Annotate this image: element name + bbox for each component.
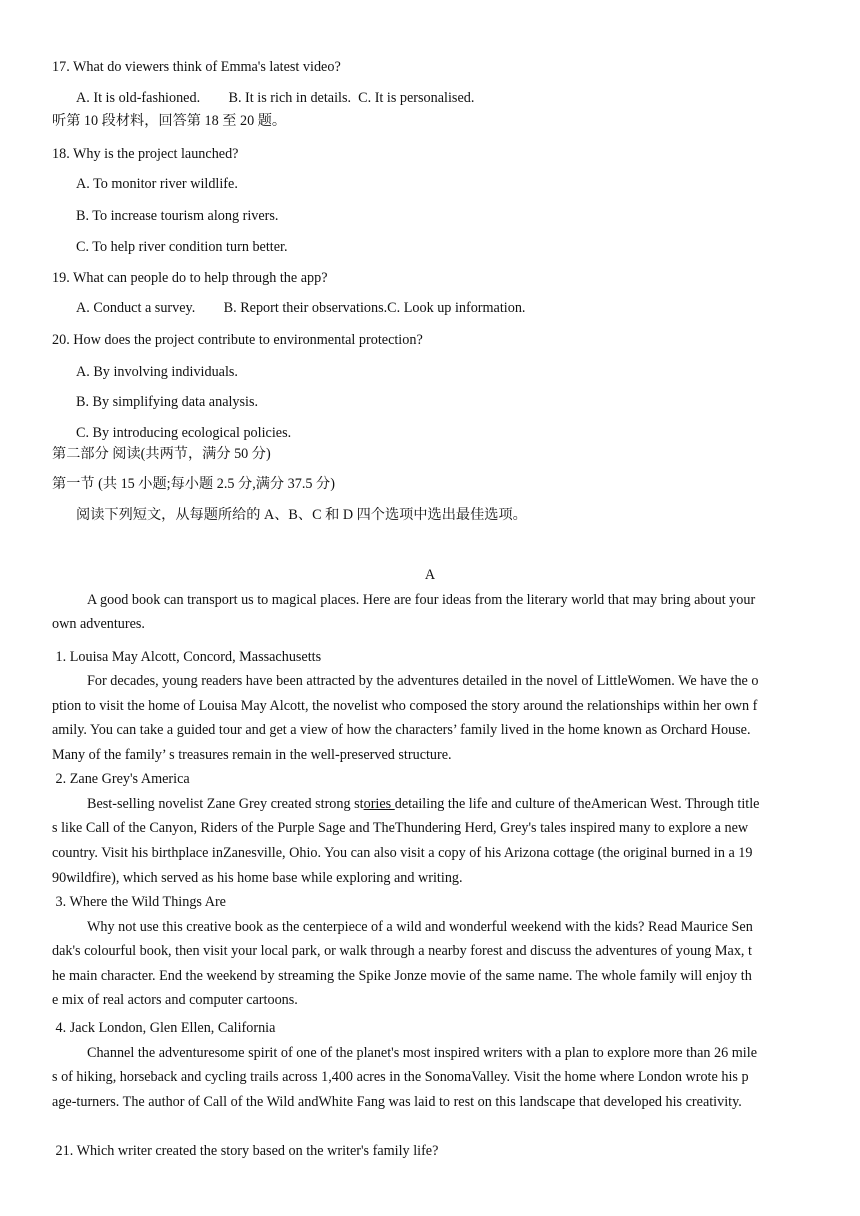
question-20-stem: 20. How does the project contribute to environmental protection? <box>52 332 423 348</box>
item4-body-line2: s of hiking, horseback and cycling trails across 1,400 acres in the SonomaValley. Visit the home where London wrote his p <box>52 1069 749 1085</box>
item2-title: 2. Zane Grey's America <box>52 771 190 787</box>
item2-body-line1 <box>87 794 759 814</box>
item3-body-line3: he main character. End the weekend by streaming the Spike Jonze movie of the same name. The whole family will enjoy th <box>52 968 752 984</box>
item1-title: 1. Louisa May Alcott, Concord, Massachusetts <box>52 649 322 665</box>
item3-body-line2: dak's colourful book, then visit your local park, or walk through a nearby forest and discuss the adventures of young Max, t <box>52 943 752 959</box>
passage-intro-line2: own adventures. <box>52 616 145 632</box>
reading-instruction: 阅读下列短文，从每题所给的 A、B、C 和 D 四个选项中选出最佳选项。 <box>76 507 527 523</box>
part2-heading: 第二部分 阅读(共两节，满分 50 分) <box>52 446 271 462</box>
item1-body-line3: amily. You can take a guided tour and get a view of how the characters’ family lived in the home known as Orchard House. <box>52 722 751 738</box>
question-19-stem: 19. What can people do to help through the app? <box>52 270 328 286</box>
passage-intro-line1: A good book can transport us to magical places. Here are four ideas from the literary world that may bring about your <box>87 592 756 608</box>
question-18-stem: 18. Why is the project launched? <box>52 146 239 162</box>
question-18-option-b: B. To increase tourism along rivers. <box>76 208 279 224</box>
question-18-option-a: A. To monitor river wildlife. <box>76 176 238 192</box>
question-17-stem: 17. What do viewers think of Emma's latest video? <box>52 59 341 75</box>
item4-body-line3: age-turners. The author of Call of the Wild andWhite Fang was laid to rest on this landscape that developed his creativity. <box>52 1094 742 1110</box>
item2-body-line1-end: detailing the life and culture of theAmerican West. Through title <box>394 796 760 812</box>
question-21-stem: 21. Which writer created the story based on the writer's family life? <box>52 1143 439 1159</box>
item3-title: 3. Where the Wild Things Are <box>52 894 226 910</box>
item2-body-line3: country. Visit his birthplace inZanesville, Ohio. You can also visit a copy of his Arizona cottage (the original burned in a 19 <box>52 845 753 861</box>
passage-10-instruction: 听第 10 段材料，回答第 18 至 20 题。 <box>52 113 287 129</box>
item1-body-line1: For decades, young readers have been attracted by the adventures detailed in the novel of LittleWomen. We have the o <box>87 673 759 689</box>
item3-body-line4: e mix of real actors and computer cartoons. <box>52 992 298 1008</box>
question-19-options: A. Conduct a survey. B. Report their observations.C. Look up information. <box>76 300 526 316</box>
section1-heading: 第一节 (共 15 小题;每小题 2.5 分,满分 37.5 分) <box>52 476 335 492</box>
item2-body-line2: s like Call of the Canyon, Riders of the Purple Sage and TheThundering Herd, Grey's tales inspired many to explore a new <box>52 820 749 836</box>
question-20-option-a: A. By involving individuals. <box>76 364 238 380</box>
item4-body-line1: Channel the adventuresome spirit of one of the planet's most inspired writers with a plan to explore more than 26 mile <box>87 1045 757 1061</box>
question-20-option-c: C. By introducing ecological policies. <box>76 425 292 441</box>
passage-letter: A <box>424 567 436 583</box>
item2-body-line1-start: Best-selling novelist Zane Grey created strong st <box>87 796 364 812</box>
item4-title: 4. Jack London, Glen Ellen, California <box>52 1020 276 1036</box>
question-17-options: A. It is old-fashioned. B. It is rich in details. C. It is personalised. <box>76 90 475 106</box>
question-18-option-c: C. To help river condition turn better. <box>76 239 288 255</box>
question-20-option-b: B. By simplifying data analysis. <box>76 394 259 410</box>
item3-body-line1: Why not use this creative book as the centerpiece of a wild and wonderful weekend with the kids? Read Maurice Sen <box>87 919 753 935</box>
item2-underlined-word: ories <box>363 796 395 812</box>
item2-body-line4: 90wildfire), which served as his home base while exploring and writing. <box>52 870 463 886</box>
item1-body-line2: ption to visit the home of Louisa May Alcott, the novelist who composed the story around the relationships within her own f <box>52 698 758 714</box>
item1-body-line4: Many of the family’ s treasures remain in the well-preserved structure. <box>52 747 452 763</box>
